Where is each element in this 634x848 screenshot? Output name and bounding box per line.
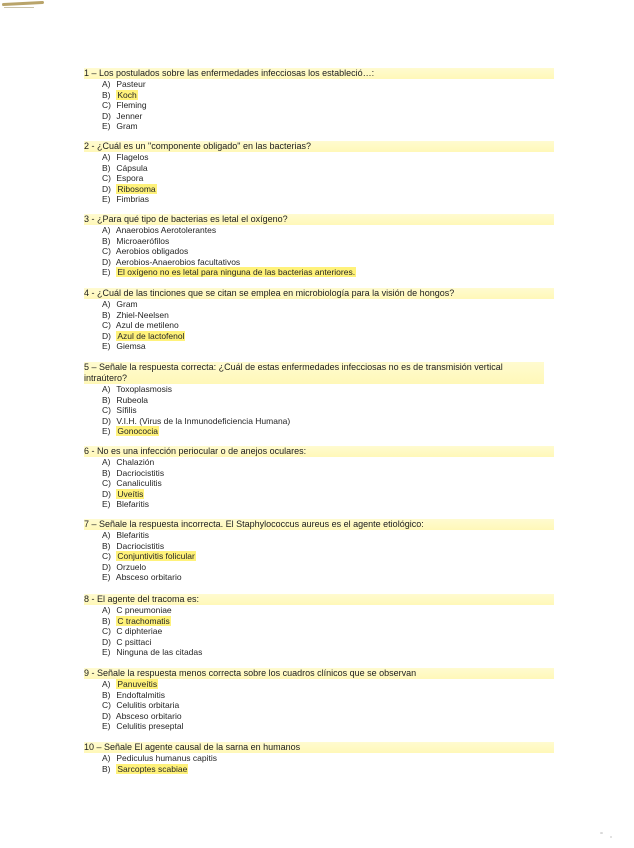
- question-2: [84, 141, 554, 205]
- highlighted-answer: El oxígeno no es letal para ninguna de las bacterias anteriores.: [117, 267, 356, 278]
- question-stem: 4 - ¿Cuál de las tinciones que se citan se emplea en microbiología para la visión de hongos?: [84, 288, 554, 299]
- option-e: E) Ninguna de las citadas: [102, 647, 203, 658]
- answer-options: [84, 299, 554, 352]
- option-d: D) Ribosoma: [102, 183, 156, 194]
- option-a: A) Blefaritis: [102, 530, 149, 540]
- question-stem: 5 – Señale la respuesta correcta: ¿Cuál de estas enfermedades infecciosas no es de transmisión vertical intraútero?: [84, 362, 544, 384]
- option-a: A) Toxoplasmosis: [102, 384, 172, 394]
- question-stem: 8 - El agente del tracoma es:: [84, 594, 554, 605]
- option-e: E) Blefaritis: [102, 499, 149, 510]
- option-a: A) Pasteur: [102, 79, 146, 89]
- answer-options: [84, 530, 554, 583]
- option-e: E) El oxígeno no es letal para ninguna de las bacterias anteriores.: [102, 267, 356, 278]
- question-stem: 3 - ¿Para qué tipo de bacterias es letal el oxígeno?: [84, 214, 554, 225]
- option-b: B) Zhiel-Neelsen: [102, 309, 169, 320]
- option-a: A) Chalazión: [102, 457, 155, 467]
- highlighted-answer: Azul de lactofenol: [117, 330, 185, 341]
- option-b: B) Sarcoptes scabiae: [102, 763, 188, 774]
- option-d: D) Uveítis: [102, 488, 144, 499]
- option-a: A) Anaerobios Aerotolerantes: [102, 225, 217, 235]
- highlighted-answer: Gonococia: [117, 426, 159, 437]
- option-c: C) Canaliculitis: [102, 478, 162, 489]
- highlighted-answer: C trachomatis: [117, 615, 170, 626]
- highlighted-answer: Uveítis: [117, 488, 144, 499]
- option-b: B) Rubeola: [102, 394, 149, 405]
- highlighted-answer: Ribosoma: [117, 183, 156, 194]
- option-c: C) Espora: [102, 173, 144, 184]
- highlighted-answer: Koch: [117, 89, 137, 100]
- option-d: D) Aerobios-Anaerobios facultativos: [102, 256, 241, 267]
- question-1: [84, 68, 554, 132]
- option-b: B) Dacriocistitis: [102, 540, 165, 551]
- answer-options: [84, 384, 554, 437]
- answer-options: [84, 605, 554, 658]
- answer-options: [84, 457, 554, 510]
- option-c: C) Fleming: [102, 100, 147, 111]
- question-stem: 1 – Los postulados sobre las enfermedades infecciosas los estableció…:: [84, 68, 554, 79]
- question-stem: 9 - Señale la respuesta menos correcta sobre los cuadros clínicos que se observan: [84, 668, 554, 679]
- option-e: E) Absceso orbitario: [102, 572, 182, 583]
- option-a: A) Pediculus humanus capitis: [102, 753, 218, 763]
- corner-pen-mark-faint: [4, 7, 34, 8]
- question-8: [84, 594, 554, 658]
- highlighted-answer: Panuveítis: [117, 679, 158, 689]
- option-b: B) Cápsula: [102, 162, 148, 173]
- scan-speck: [600, 832, 603, 834]
- question-4: [84, 288, 554, 352]
- option-c: C) Azul de metileno: [102, 320, 179, 331]
- option-a: A) C pneumoniae: [102, 605, 172, 615]
- question-stem: 10 – Señale El agente causal de la sarna en humanos: [84, 742, 554, 753]
- option-d: D) Orzuelo: [102, 561, 147, 572]
- option-d: D) Absceso orbitario: [102, 710, 182, 721]
- answer-options: [84, 79, 554, 132]
- corner-pen-mark: [2, 1, 44, 6]
- answer-options: [84, 753, 554, 774]
- option-c: C) Sífilis: [102, 405, 137, 416]
- option-c: C) Conjuntivitis folicular: [102, 551, 195, 562]
- option-b: B) Dacriocistitis: [102, 467, 165, 478]
- option-e: E) Celulitis preseptal: [102, 721, 184, 732]
- highlighted-answer: Sarcoptes scabiae: [117, 763, 188, 774]
- answer-options: [84, 152, 554, 205]
- highlighted-answer: Conjuntivitis folicular: [117, 551, 195, 562]
- option-c: C) Aerobios obligados: [102, 246, 189, 257]
- option-b: B) Koch: [102, 89, 137, 100]
- option-d: D) Jenner: [102, 110, 143, 121]
- option-a: A) Gram: [102, 299, 138, 309]
- option-e: E) Giemsa: [102, 341, 146, 352]
- option-d: D) V.I.H. (Virus de la Inmunodeficiencia Humana): [102, 415, 291, 426]
- option-d: D) Azul de lactofenol: [102, 330, 185, 341]
- option-b: B) C trachomatis: [102, 615, 170, 626]
- scan-speck: [610, 836, 612, 838]
- option-e: E) Gram: [102, 121, 138, 132]
- option-a: A) Flagelos: [102, 152, 149, 162]
- question-7: [84, 519, 554, 583]
- question-9: [84, 668, 554, 732]
- option-b: B) Microaerófilos: [102, 235, 170, 246]
- question-stem: 6 - No es una infección periocular o de anejos oculares:: [84, 446, 554, 457]
- option-b: B) Endoftalmitis: [102, 689, 166, 700]
- answer-options: [84, 679, 554, 732]
- question-stem: 7 – Señale la respuesta incorrecta. El Staphylococcus aureus es el agente etiológico:: [84, 519, 554, 530]
- option-e: E) Fimbrias: [102, 194, 149, 205]
- question-10: [84, 742, 554, 774]
- option-c: C) C diphteriae: [102, 626, 163, 637]
- question-stem: 2 - ¿Cuál es un "componente obligado" en las bacterias?: [84, 141, 554, 152]
- option-a: A) Panuveítis: [102, 679, 158, 689]
- option-e: E) Gonococia: [102, 426, 159, 437]
- question-3: [84, 214, 554, 278]
- question-6: [84, 446, 554, 510]
- option-c: C) Celulitis orbitaria: [102, 700, 180, 711]
- question-5: [84, 362, 554, 437]
- answer-options: [84, 225, 554, 278]
- option-d: D) C psittaci: [102, 636, 152, 647]
